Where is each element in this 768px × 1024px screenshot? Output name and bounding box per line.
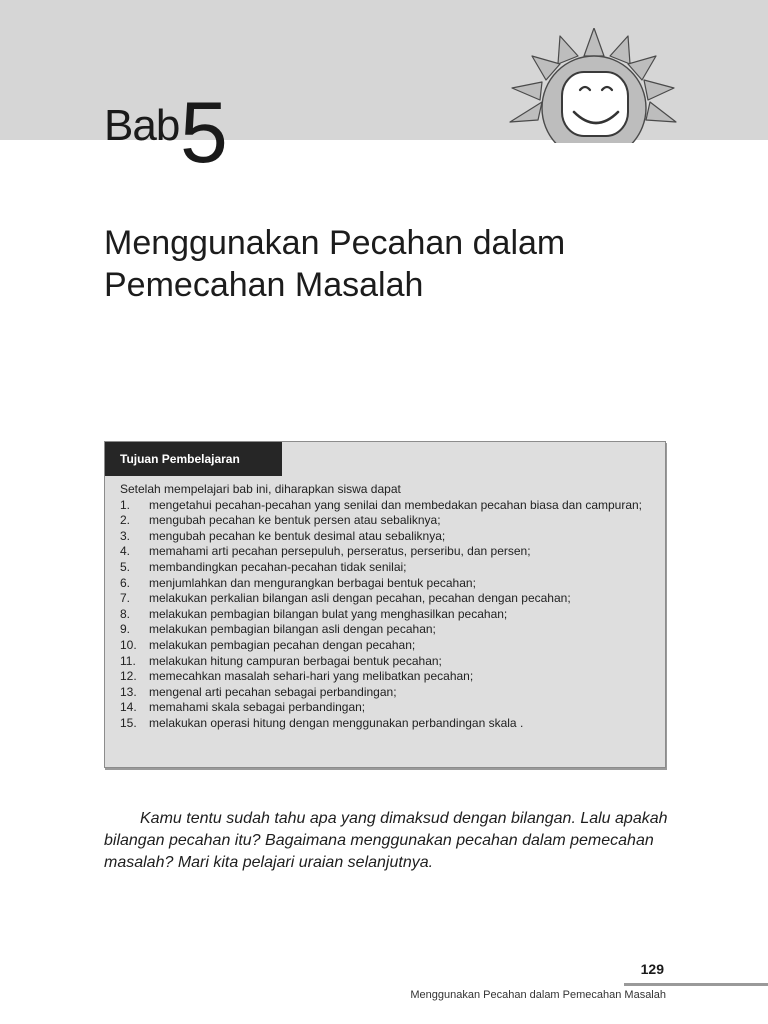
- objectives-heading: Tujuan Pembelajaran: [105, 442, 282, 476]
- item-number: 11.: [120, 653, 136, 668]
- list-item: [120, 513, 650, 529]
- item-text: menjumlahkan dan mengurangkan berbagai bentuk pecahan;: [149, 575, 476, 590]
- footer-rule: [624, 983, 768, 986]
- chapter-label: Bab: [104, 101, 180, 150]
- item-number: 13.: [120, 684, 137, 699]
- item-text: melakukan pembagian pecahan dengan pecahan;: [149, 637, 416, 652]
- list-item: [120, 669, 650, 685]
- item-number: 15.: [120, 715, 137, 730]
- item-number: 4.: [120, 544, 131, 559]
- item-text: mengubah pecahan ke bentuk desimal atau sebaliknya;: [149, 528, 446, 543]
- chapter-title-line: Pemecahan Masalah: [104, 266, 424, 304]
- list-item: [120, 638, 650, 654]
- item-number: 7.: [120, 591, 131, 606]
- list-item: [120, 654, 650, 670]
- item-text: memahami skala sebagai perbandingan;: [149, 700, 366, 715]
- item-text: melakukan perkalian bilangan asli dengan pecahan, pecahan dengan pecahan;: [149, 591, 571, 606]
- objectives-list: [120, 498, 650, 732]
- item-number: 8.: [120, 606, 131, 621]
- item-number: 3.: [120, 528, 131, 543]
- list-item: [120, 529, 650, 545]
- intro-paragraph: Kamu tentu sudah tahu apa yang dimaksud dengan bilangan. Lalu apakah bilangan pecahan itu? Bagaimana menggunakan pecahan dalam pemecahan masalah? Mari kita pelajari uraian selanjutnya.: [104, 810, 668, 871]
- objectives-intro: Setelah mempelajari bab ini, diharapkan siswa dapat: [120, 482, 401, 496]
- chapter-number: 5: [180, 85, 228, 181]
- list-item: [120, 576, 650, 592]
- item-number: 6.: [120, 575, 131, 590]
- item-text: memahami arti pecahan persepuluh, perseratus, perseribu, dan persen;: [149, 544, 531, 559]
- item-number: 10.: [120, 637, 137, 652]
- item-number: 12.: [120, 669, 137, 684]
- item-number: 5.: [120, 559, 131, 574]
- item-text: memecahkan masalah sehari-hari yang melibatkan pecahan;: [149, 669, 474, 684]
- list-item: [120, 685, 650, 701]
- list-item: [120, 498, 650, 514]
- list-item: [120, 622, 650, 638]
- item-text: membandingkan pecahan-pecahan tidak senilai;: [149, 559, 407, 574]
- chapter-title: [104, 222, 724, 306]
- item-text: melakukan hitung campuran berbagai bentuk pecahan;: [149, 653, 442, 668]
- item-text: melakukan pembagian bilangan bulat yang menghasilkan pecahan;: [149, 606, 508, 621]
- list-item: [120, 700, 650, 716]
- page-number: 129: [640, 961, 664, 977]
- list-item: [120, 591, 650, 607]
- item-text: melakukan pembagian bilangan asli dengan pecahan;: [149, 622, 436, 637]
- running-footer-title: Menggunakan Pecahan dalam Pemecahan Masalah: [410, 989, 666, 1001]
- list-item: [120, 607, 650, 623]
- item-text: mengubah pecahan ke bentuk persen atau sebaliknya;: [149, 513, 441, 528]
- item-number: 9.: [120, 622, 131, 637]
- list-item: [120, 716, 650, 732]
- item-text: mengetahui pecahan-pecahan yang senilai dan membedakan pecahan biasa dan campuran;: [149, 497, 643, 512]
- learning-objectives-box: [104, 441, 666, 768]
- item-number: 1.: [120, 497, 131, 512]
- smiling-sun-icon: [504, 28, 684, 143]
- list-item: [120, 560, 650, 576]
- list-item: [120, 544, 650, 560]
- item-number: 14.: [120, 700, 137, 715]
- item-text: mengenal arti pecahan sebagai perbandingan;: [149, 684, 397, 699]
- item-text: melakukan operasi hitung dengan menggunakan perbandingan skala .: [149, 715, 524, 730]
- chapter-title-line: Menggunakan Pecahan dalam: [104, 224, 566, 262]
- item-number: 2.: [120, 513, 131, 528]
